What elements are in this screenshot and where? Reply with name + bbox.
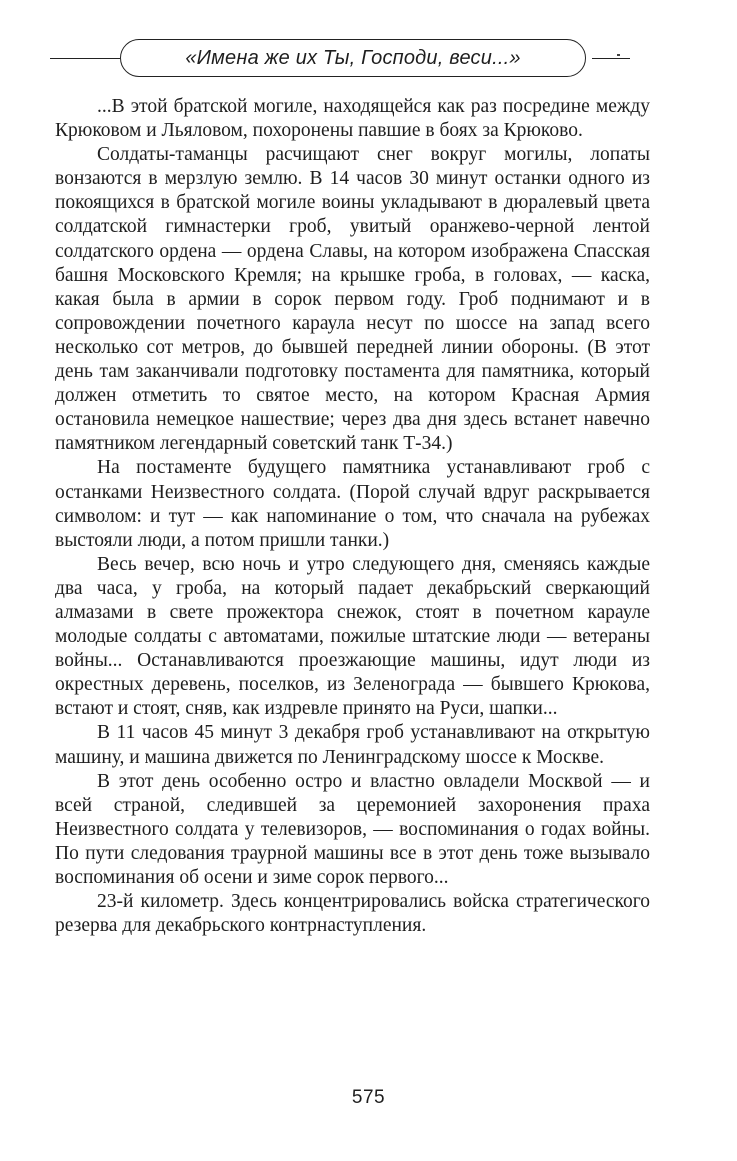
header-rule-left (50, 58, 120, 59)
paragraph: Весь вечер, всю ночь и утро следующего дня, сменяясь каждые два часа, у гроба, на который падает декабрьский сверкающий алмазами в свете прожектора снежок, стоят в почетном карауле молодые солдаты с автоматами, пожилые штатские люди — ветераны войны... Останавливаются проезжающие машины, идут люди из окрестных деревень, поселков, из Зеленограда — бывшего Крюкова, встают и стоят, сняв, как издревле принято на Руси, шапки... (55, 553, 650, 720)
header-rule-right (592, 58, 630, 59)
running-title: «Имена же их Ты, Господи, веси...» (185, 46, 521, 69)
header-ornament-dot (617, 54, 620, 56)
running-title-frame (120, 39, 586, 77)
paragraph: На постаменте будущего памятника устанавливают гроб с останками Неизвестного солдата. (Порой случай вдруг раскрывается символом: и тут — как напоминание о том, что сначала на рубежах выстояли люди, а потом пришли танки.) (55, 457, 650, 551)
page-number: 575 (351, 1087, 386, 1108)
paragraph: 23-й километр. Здесь концентрировались войска стратегического резерва для декабрьского контрнаступления. (55, 891, 650, 937)
paragraph: ...В этой братской могиле, находящейся как раз посредине между Крюковом и Льяловом, похоронены павшие в боях за Крюково. (55, 96, 650, 142)
running-header (0, 36, 737, 82)
paragraph: В этот день особенно остро и властно овладели Москвой — и всей страной, следившей за церемонией захоронения праха Неизвестного солдата у телевизоров, — воспоминания о годах войны. По пути следования траурной машины все в этот день тоже вызывало воспоминания об осени и зиме сорок первого... (55, 770, 650, 888)
paragraph: Солдаты-таманцы расчищают снег вокруг могилы, лопаты вонзаются в мерзлую землю. В 14 часов 30 минут останки одного из покоящихся в братской могиле воины укладывают в дюралевый цвета солдатской гимнастерки гроб, увитый оранжево-черной лентой солдатского ордена — ордена Славы, на котором изображена Спасская башня Московского Кремля; на крышке гроба, в головах, — каска, какая была в армии в сорок первом году. Гроб поднимают и в сопровождении почетного караула несут по шоссе на запад всего несколько сот метров, до бывшей передней линии обороны. (В этот день там заканчивали подготовку постамента для памятника, который должен отметить то святое место, на котором Красная Армия остановила немецкое нашествие; через два дня здесь встанет навечно памятником легендарный советский танк Т-34.) (55, 144, 650, 455)
page-body (55, 95, 650, 938)
paragraph: В 11 часов 45 минут 3 декабря гроб устанавливают на открытую машину, и машина движется по Ленинградскому шоссе к Москве. (55, 722, 650, 768)
